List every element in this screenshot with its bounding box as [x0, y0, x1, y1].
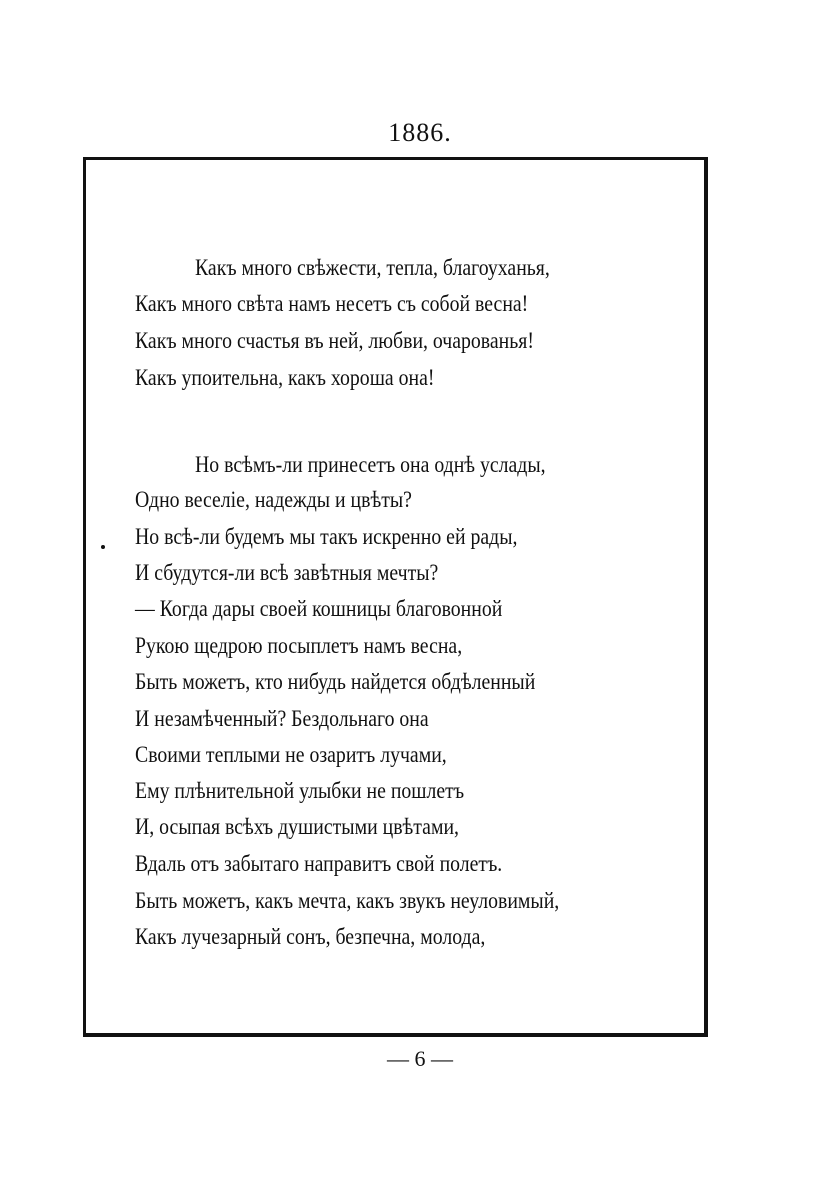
poem-line: Но всѣ-ли будемъ мы такъ искренно ей рады, [135, 524, 518, 549]
poem-line: И незамѣченный? Бездольнаго она [135, 706, 429, 731]
poem-line: Какъ много счастья въ ней, любви, очарованья! [135, 328, 534, 353]
poem-line: И сбудутся-ли всѣ завѣтныя мечты? [135, 560, 439, 585]
poem-line: Своими теплыми не озаритъ лучами, [135, 742, 447, 767]
poem-line: Какъ лучезарный сонъ, безпечна, молода, [135, 924, 486, 949]
poem-line: Какъ много свѣта намъ несетъ съ собой весна! [135, 291, 529, 316]
poem-line: Быть можетъ, какъ мечта, какъ звукъ неуловимый, [135, 888, 560, 913]
poem-line: Какъ много свѣжести, тепла, благоуханья, [195, 255, 550, 280]
poem-line: Рукою щедрою посыплетъ намъ весна, [135, 633, 463, 658]
page-number: — 6 — [387, 1046, 453, 1071]
poem-line: Вдаль отъ забытаго направитъ свой полетъ. [135, 851, 503, 876]
poem-line: Но всѣмъ-ли принесетъ она однѣ услады, [195, 452, 546, 477]
poem-line: Одно веселіе, надежды и цвѣты? [135, 487, 412, 512]
poem-line: И, осыпая всѣхъ душистыми цвѣтами, [135, 814, 460, 839]
poem-line: — Когда дары своей кошницы благовонной [135, 596, 503, 621]
poem-line: Быть можетъ, кто нибудь найдется обдѣленный [135, 669, 536, 694]
page-year-heading: 1886. [388, 118, 452, 147]
ink-speck [101, 545, 105, 549]
poem-line: Какъ упоительна, какъ хороша она! [135, 365, 435, 390]
poem-line: Ему плѣнительной улыбки не пошлетъ [135, 778, 465, 803]
